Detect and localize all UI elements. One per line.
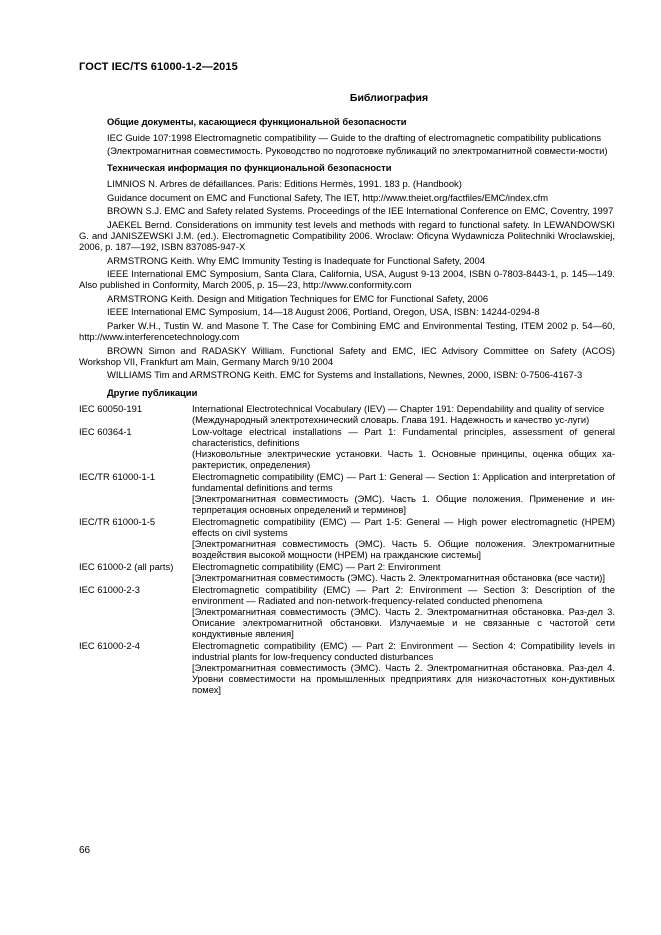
publication-title-en: Electromagnetic compatibility (EMC) — Part 1-5: General — High power electromagnetic (HPEM) effects on civil systems xyxy=(192,515,615,538)
publication-code: IEC 61000-2-3 xyxy=(79,583,140,595)
publication-code: IEC/TR 61000-1-1 xyxy=(79,470,156,482)
publication-title-ru: (Низковольтные электрические установки. Часть 1. Основные принципы, оценка общих ха-рактеристик, определения) xyxy=(192,447,615,470)
bib-entry: Parker W.H., Tustin W. and Masone T. The Case for Combining EMC and Environmental Testing, ITEM 2002 p. 54—60, http://www.interferencetechnology.com xyxy=(79,319,615,342)
publication-code: IEC/TR 61000-1-5 xyxy=(79,515,156,527)
publication-title-ru: [Электромагнитная совместимость (ЭМС). Часть 1. Общие положения. Применение и ин-терпретация основных определений и терминов] xyxy=(192,492,615,515)
table-row xyxy=(79,426,615,471)
table-row xyxy=(79,471,615,516)
publication-description xyxy=(192,640,615,696)
page-number: 66 xyxy=(79,845,91,856)
bib-entry: IEEE International EMC Symposium, 14—18 August 2006, Portland, Oregon, USA, ISBN: 14244-0294-8 xyxy=(107,306,540,318)
publication-description xyxy=(192,403,615,426)
bib-entry: ARMSTRONG Keith. Design and Mitigation Techniques for EMC for Functional Safety, 2006 xyxy=(107,292,489,304)
bib-entry: IEC Guide 107:1998 Electromagnetic compatibility — Guide to the drafting of electromagnetic compatibility publications xyxy=(107,132,602,143)
bib-entry: BROWN S.J. EMC and Safety related Systems. Proceedings of the IEE International Conference on EMC, Coventry, 1997 xyxy=(107,205,614,217)
bib-entry: JAEKEL Bernd. Considerations on immunity test levels and methods with regard to functional safety. In LEWANDOWSKI G. and JANISZEWSKI J.M. (ed.). Electromagnetic Compatibility 2006. Wroclaw: Oficyna Wydawnicza Politechniki Wroclawskiej, 2006, p. 187—192, ISBN 837085-947-X xyxy=(79,218,615,252)
document-id: ГОСТ IEC/TS 61000-1-2—2015 xyxy=(79,61,238,73)
table-row xyxy=(79,403,615,426)
publication-code: IEC 60364-1 xyxy=(79,425,132,437)
table-row xyxy=(79,584,615,640)
publication-description xyxy=(192,561,615,584)
bib-entry-translation: (Электромагнитная совместимость. Руководство по подготовке публикаций по электромагнитной совмести-мости) xyxy=(107,144,608,156)
bib-entry: LIMNIOS N. Arbres de défaillances. Paris: Editions Hermès, 1991. 183 p. (Handbook) xyxy=(107,178,462,190)
section-heading-general: Общие документы, касающиеся функциональной безопасности xyxy=(107,116,407,127)
table-row xyxy=(79,640,615,696)
publication-description xyxy=(192,516,615,561)
publication-title-ru: [Электромагнитная совместимость (ЭМС). Часть 5. Общие положения. Электромагнитные воздействия высокой мощности (HPEM) на гражданские системы] xyxy=(192,537,615,560)
publication-title-en: Electromagnetic compatibility (EMC) — Part 2: Environment — Section 4: Compatibility levels in industrial plants for low-frequency conducted disturbances xyxy=(192,639,615,662)
bibliography-content xyxy=(79,116,615,696)
other-publications-table xyxy=(79,403,615,696)
publication-description xyxy=(192,471,615,516)
publication-code: IEC 61000-2 (all parts) xyxy=(79,560,174,572)
publication-title-ru: (Международный электротехнический словарь. Глава 191. Надежность и качество ус-луги) xyxy=(192,413,590,425)
publication-description xyxy=(192,584,615,640)
section-heading-technical: Техническая информация по функциональной безопасности xyxy=(107,162,392,174)
publication-title-en: International Electrotechnical Vocabulary (IEV) — Chapter 191: Dependability and quality of service xyxy=(192,402,605,414)
bib-entry: IEEE International EMC Symposium, Santa Clara, California, USA, August 9-13 2004, ISBN 0-7803-8443-1, p. 145—149. Also published in Conformity, March 2005, p. 15—23, http://www.conformity.com xyxy=(79,268,615,291)
table-row xyxy=(79,516,615,561)
page-title: Библиография xyxy=(349,92,429,104)
publication-title-ru: [Электромагнитная совместимость (ЭМС). Часть 2. Электромагнитная обстановка (все части)] xyxy=(192,571,606,583)
section-heading-other: Другие публикации xyxy=(107,386,198,398)
publication-title-ru: [Электромагнитная совместимость (ЭМС). Часть 2. Электромагнитная обстановка. Раз-дел 4. Уровни совместимости на промышленных предприятиях для низкочастотных кон-дуктивных помех] xyxy=(192,661,615,695)
publication-code: IEC 60050-191 xyxy=(79,402,143,414)
bib-entry: Guidance document on EMC and Functional Safety, The IET, http://www.theiet.org/factfiles/EMC/index.cfm xyxy=(107,191,549,203)
bib-entry: WILLIAMS Tim and ARMSTRONG Keith. EMC for Systems and Installations, Newnes, 2000, ISBN: 0-7506-4167-3 xyxy=(107,369,583,381)
publication-title-en: Low-voltage electrical installations — Part 1: Fundamental principles, assessment of general characteristics, definitions xyxy=(192,425,615,448)
bib-entry: ARMSTRONG Keith. Why EMC Immunity Testing is Inadequate for Functional Safety, 2004 xyxy=(107,254,485,266)
publication-title-ru: [Электромагнитная совместимость (ЭМС). Часть 2. Электромагнитная обстановка. Раз-дел 3. Описание электромагнитной обстановки. Излучаемые и не связанные с частотой сети кондуктивные явления] xyxy=(192,605,615,639)
publication-description xyxy=(192,426,615,471)
publication-code: IEC 61000-2-4 xyxy=(79,639,140,651)
publication-title-en: Electromagnetic compatibility (EMC) — Part 2: Environment xyxy=(192,560,441,572)
table-row xyxy=(79,561,615,584)
publication-title-en: Electromagnetic compatibility (EMC) — Part 2: Environment — Section 3: Description of the environment — Radiated and non-network-frequency-related conducted phenomena xyxy=(192,583,615,606)
publication-title-en: Electromagnetic compatibility (EMC) — Part 1: General — Section 1: Application and interpretation of fundamental definitions and terms xyxy=(192,470,615,493)
bib-entry: BROWN Simon and RADASKY William. Functional Safety and EMC, IEC Advisory Committee on Safety (ACOS) Workshop VII, Frankfurt am Main, Germany March 9/10 2004 xyxy=(79,344,615,367)
